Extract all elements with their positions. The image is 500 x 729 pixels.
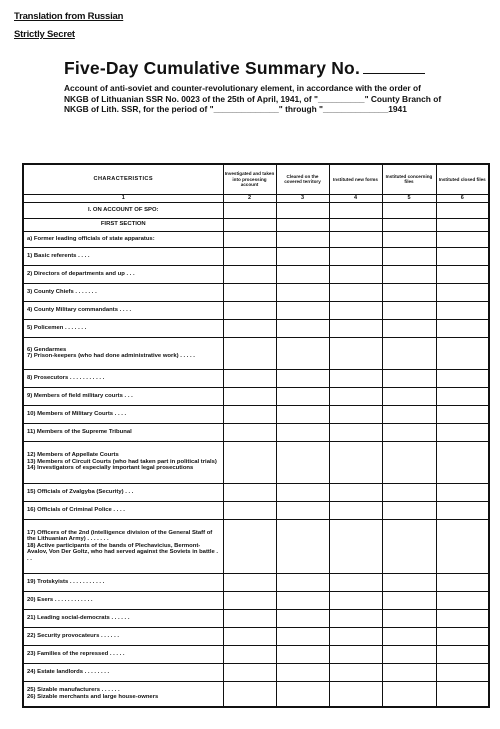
table-cell xyxy=(382,337,436,369)
table-row xyxy=(23,283,489,301)
table-cell xyxy=(436,369,489,387)
table-cell xyxy=(223,423,276,441)
table-cell xyxy=(276,483,329,501)
table-cell xyxy=(436,218,489,231)
table-cell xyxy=(329,627,382,645)
table-row xyxy=(23,663,489,681)
table-cell xyxy=(382,218,436,231)
column-number: 6 xyxy=(436,194,489,202)
table-cell xyxy=(382,247,436,265)
table-cell xyxy=(329,265,382,283)
table-cell xyxy=(223,681,276,707)
table-row xyxy=(23,681,489,707)
table-row xyxy=(23,645,489,663)
table-cell xyxy=(382,627,436,645)
table-row-label: 21) Leading social-democrats . . . . . . xyxy=(23,609,223,627)
table-cell xyxy=(329,301,382,319)
col-header-concerning-files: Instituted concerning files xyxy=(382,164,436,194)
table-row-label xyxy=(23,519,223,573)
table-cell xyxy=(329,337,382,369)
table-cell xyxy=(223,369,276,387)
table-cell xyxy=(329,218,382,231)
table-cell xyxy=(436,645,489,663)
column-number: 3 xyxy=(276,194,329,202)
column-number: 4 xyxy=(329,194,382,202)
table-row-label: 2) Directors of departments and up . . . xyxy=(23,265,223,283)
row-label-line: 26) Sizable merchants and large house-owners xyxy=(27,693,159,700)
table-cell xyxy=(436,591,489,609)
table-cell xyxy=(436,301,489,319)
table-row-label xyxy=(23,337,223,369)
table-cell xyxy=(382,681,436,707)
row-label-line: 6) Gendarmes xyxy=(27,346,67,353)
table-body xyxy=(23,194,489,707)
section-subheading: FIRST SECTION xyxy=(23,218,223,231)
table-cell xyxy=(436,405,489,423)
table-row xyxy=(23,319,489,337)
table-cell xyxy=(329,319,382,337)
table-cell xyxy=(329,247,382,265)
table-row-label: 10) Members of Military Courts . . . . xyxy=(23,405,223,423)
table-cell xyxy=(329,645,382,663)
table-cell xyxy=(382,483,436,501)
table-head xyxy=(23,164,489,194)
table-cell xyxy=(436,501,489,519)
summary-number-blank xyxy=(363,73,425,74)
table-cell xyxy=(329,681,382,707)
table-cell xyxy=(329,663,382,681)
col-header-new-forms: Instituted new forms xyxy=(329,164,382,194)
table-row xyxy=(23,202,489,218)
column-number: 1 xyxy=(23,194,223,202)
table-cell xyxy=(276,218,329,231)
col-header-closed-files: Instituted closed files xyxy=(436,164,489,194)
row-label-line: 7) Prison-keepers (who had done administrative work) . . . . . xyxy=(27,353,195,359)
table-row-label: 23) Families of the repressed . . . . . xyxy=(23,645,223,663)
intro-paragraph: Account of anti-soviet and counter-revolutionary element, in accordance with the order of NKGB of Lithuanian SSR No. 0023 of the 25th of April, 1941, of "__________" County Branch of NKGB of Lith. SSR, for the period of "______________" through "______________1941 xyxy=(64,83,442,115)
table-cell xyxy=(276,423,329,441)
row-label-line: 18) Active participants of the bands of Plechavicius, Bermont-Avalov, Von Der Goltz, who had served against the Soviets in battle . . . xyxy=(27,542,219,562)
row-label-line: 13) Members of Circuit Courts (who had taken part in political trials) xyxy=(27,458,217,465)
table-cell xyxy=(436,265,489,283)
table-row xyxy=(23,591,489,609)
row-label-line: 12) Members of Appellate Courts xyxy=(27,452,119,459)
group-heading: a) Former leading officials of state apparatus: xyxy=(23,231,223,247)
table-row xyxy=(23,519,489,573)
table-cell xyxy=(436,627,489,645)
table-cell xyxy=(329,231,382,247)
table-row xyxy=(23,387,489,405)
table-header-row xyxy=(23,164,489,194)
table-cell xyxy=(223,663,276,681)
table-cell xyxy=(223,218,276,231)
table-cell xyxy=(329,501,382,519)
table-cell xyxy=(436,247,489,265)
table-cell xyxy=(329,519,382,573)
table-cell xyxy=(436,231,489,247)
table-row-label: 11) Members of the Supreme Tribunal xyxy=(23,423,223,441)
section-heading: I. ON ACCOUNT OF SPO: xyxy=(23,202,223,218)
table-cell xyxy=(223,301,276,319)
table-cell xyxy=(223,265,276,283)
column-number: 5 xyxy=(382,194,436,202)
page-title-text: Five-Day Cumulative Summary No. xyxy=(64,58,361,78)
table-cell xyxy=(436,441,489,483)
table-cell xyxy=(276,681,329,707)
table-cell xyxy=(223,405,276,423)
table-cell xyxy=(382,387,436,405)
table-cell xyxy=(276,265,329,283)
table-cell xyxy=(329,387,382,405)
table-cell xyxy=(276,573,329,591)
table-cell xyxy=(223,387,276,405)
table-cell xyxy=(382,265,436,283)
table-cell xyxy=(276,519,329,573)
table-cell xyxy=(276,337,329,369)
table-cell xyxy=(223,441,276,483)
table-row xyxy=(23,483,489,501)
table-cell xyxy=(436,681,489,707)
table-row xyxy=(23,265,489,283)
column-number: 2 xyxy=(223,194,276,202)
table-cell xyxy=(329,483,382,501)
table-cell xyxy=(329,441,382,483)
table-row-label: 3) County Chiefs . . . . . . . xyxy=(23,283,223,301)
table-row-label: 9) Members of field military courts . . . xyxy=(23,387,223,405)
table-cell xyxy=(382,369,436,387)
table-cell xyxy=(382,202,436,218)
table-cell xyxy=(436,609,489,627)
table-cell xyxy=(436,387,489,405)
col-header-characteristics: CHARACTERISTICS xyxy=(23,164,223,194)
col-header-investigated: Investigated and taken into processing account xyxy=(223,164,276,194)
table-cell xyxy=(223,231,276,247)
table-cell xyxy=(382,301,436,319)
table-cell xyxy=(276,645,329,663)
table-cell xyxy=(382,231,436,247)
table-row-label xyxy=(23,441,223,483)
table-row xyxy=(23,573,489,591)
table-cell xyxy=(223,627,276,645)
table-cell xyxy=(276,202,329,218)
table-cell xyxy=(223,202,276,218)
table-cell xyxy=(436,283,489,301)
table-row xyxy=(23,337,489,369)
column-number-row xyxy=(23,194,489,202)
table-cell xyxy=(276,441,329,483)
translation-note: Translation from Russian xyxy=(14,11,124,22)
summary-table xyxy=(22,163,490,708)
classification-note: Strictly Secret xyxy=(14,29,75,40)
table-cell xyxy=(223,283,276,301)
table-row-label: 15) Officials of Zvalgyba (Security) . . . xyxy=(23,483,223,501)
table-cell xyxy=(382,501,436,519)
table-cell xyxy=(382,319,436,337)
table-row xyxy=(23,441,489,483)
table-row xyxy=(23,423,489,441)
table-cell xyxy=(276,387,329,405)
table-cell xyxy=(276,247,329,265)
table-row xyxy=(23,627,489,645)
table-cell xyxy=(223,645,276,663)
table-cell xyxy=(276,627,329,645)
table-row-label: 20) Esers . . . . . . . . . . . . xyxy=(23,591,223,609)
table-cell xyxy=(329,423,382,441)
table-cell xyxy=(329,591,382,609)
table-row-label: 8) Prosecutors . . . . . . . . . . . xyxy=(23,369,223,387)
table-cell xyxy=(276,319,329,337)
table-row xyxy=(23,501,489,519)
table-cell xyxy=(382,519,436,573)
row-label-line: 14) Investigators of especially important legal prosecutions xyxy=(27,465,194,472)
table-cell xyxy=(382,405,436,423)
table-cell xyxy=(436,483,489,501)
table-row-label: 16) Officials of Criminal Police . . . . xyxy=(23,501,223,519)
table-row-label: 1) Basic referents . . . . xyxy=(23,247,223,265)
table-row-label: 4) County Military commandants . . . . xyxy=(23,301,223,319)
table-cell xyxy=(436,519,489,573)
table-cell xyxy=(382,609,436,627)
table-cell xyxy=(436,663,489,681)
table-cell xyxy=(382,573,436,591)
table-cell xyxy=(436,423,489,441)
table-row-label xyxy=(23,681,223,707)
table-row xyxy=(23,369,489,387)
table-cell xyxy=(436,319,489,337)
table-cell xyxy=(223,247,276,265)
table-cell xyxy=(382,645,436,663)
table-row-label: 19) Trotskyists . . . . . . . . . . . xyxy=(23,573,223,591)
table-cell xyxy=(276,301,329,319)
table-row xyxy=(23,231,489,247)
table-cell xyxy=(276,231,329,247)
table-cell xyxy=(276,609,329,627)
table-cell xyxy=(276,591,329,609)
table-cell xyxy=(223,319,276,337)
table-cell xyxy=(329,202,382,218)
table-row-label: 24) Estate landlords . . . . . . . . xyxy=(23,663,223,681)
table-cell xyxy=(223,483,276,501)
table-cell xyxy=(223,501,276,519)
page-title xyxy=(64,58,425,79)
table-cell xyxy=(436,202,489,218)
table-cell xyxy=(329,283,382,301)
col-header-cleared: Cleared on the covered territory xyxy=(276,164,329,194)
table-cell xyxy=(382,441,436,483)
table-cell xyxy=(382,423,436,441)
table-cell xyxy=(276,369,329,387)
table-row xyxy=(23,247,489,265)
table-cell xyxy=(382,663,436,681)
table-cell xyxy=(436,337,489,369)
table-cell xyxy=(276,663,329,681)
table-cell xyxy=(223,573,276,591)
table-cell xyxy=(276,283,329,301)
table-row xyxy=(23,609,489,627)
table-cell xyxy=(329,573,382,591)
table-cell xyxy=(329,609,382,627)
table-row xyxy=(23,218,489,231)
table-row-label: 5) Policemen . . . . . . . xyxy=(23,319,223,337)
table-cell xyxy=(329,369,382,387)
table-cell xyxy=(223,337,276,369)
table-row xyxy=(23,301,489,319)
table-cell xyxy=(382,283,436,301)
table-cell xyxy=(223,609,276,627)
table-cell xyxy=(223,519,276,573)
table-cell xyxy=(382,591,436,609)
table-cell xyxy=(329,405,382,423)
table-cell xyxy=(276,405,329,423)
row-label-line: 25) Sizable manufacturers . . . . . . xyxy=(27,687,120,694)
table-row-label: 22) Security provocateurs . . . . . . xyxy=(23,627,223,645)
table-cell xyxy=(436,573,489,591)
table-cell xyxy=(276,501,329,519)
table-cell xyxy=(223,591,276,609)
row-label-line: 17) Officers of the 2nd (intelligence division of the General Staff of the Lithuanian Army) . . . . . . . xyxy=(27,529,213,543)
table-row xyxy=(23,405,489,423)
